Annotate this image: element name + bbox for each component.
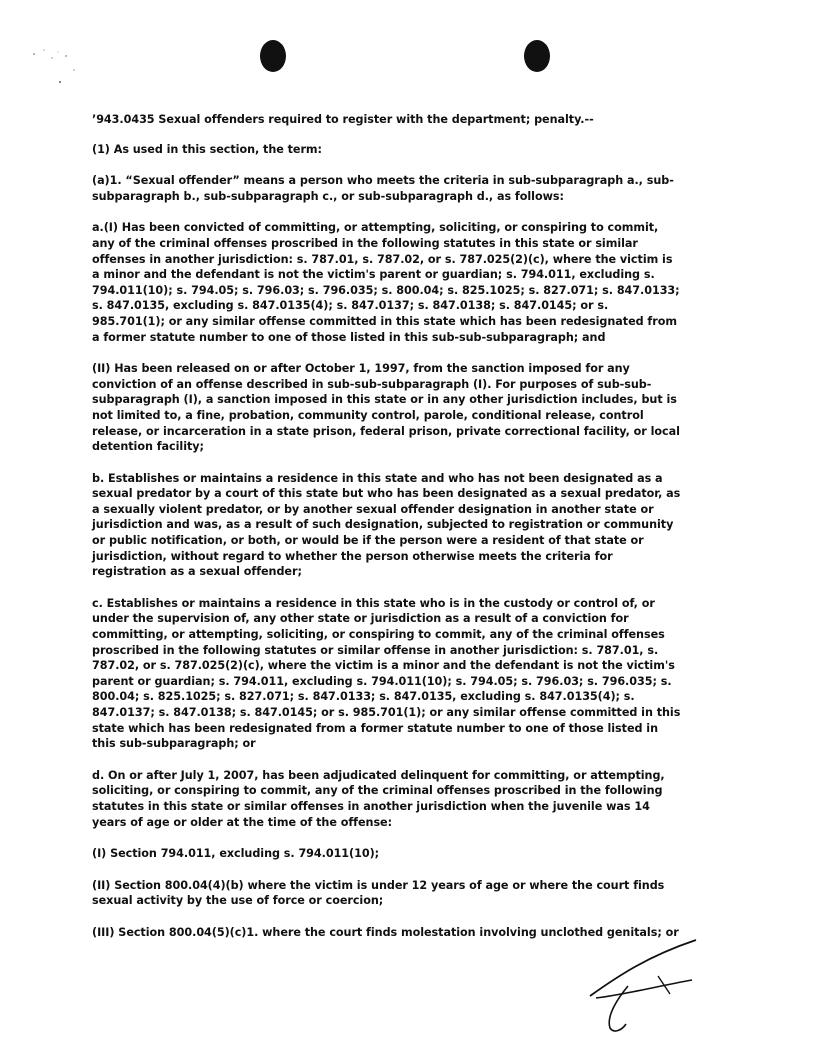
paragraph-d: d. On or after July 1, 2007, has been adjudicated delinquent for committing, or attempting, soliciting, or conspiring to commit, any of the criminal offenses proscribed in the following statutes in this state or similar offenses in another jurisdiction when the juvenile was 14 years of age or older at the time of the offense: — [92, 768, 665, 829]
paragraph-b: b. Establishes or maintains a residence in this state and who has not been designated as a sexual predator by a court of this state but who has been designated as a sexual predator, as a sexually violent predator, or by another sexual offender designation in another state or jurisdiction and was, as a result of such designation, subjected to registration or community or public notification, or both, or would be if the person were a resident of that state or jurisdiction, without regard to whether the person otherwise meets the criteria for registration as a sexual offender; — [92, 471, 681, 579]
paragraph-d-ii: (II) Section 800.04(4)(b) where the victim is under 12 years of age or where the court finds sexual activity by the use of force or coercion; — [92, 878, 665, 908]
punch-hole-right — [524, 40, 550, 72]
handwritten-signature — [588, 936, 698, 1036]
punch-hole-left — [260, 40, 286, 72]
statute-heading: ’943.0435 Sexual offenders required to register with the department; penalty.-- — [92, 113, 594, 126]
paragraph-a-ii: (II) Has been released on or after October 1, 1997, from the sanction imposed for any conviction of an offense described in sub-sub-subparagraph (I). For purposes of sub-sub-subparagraph (I), a sanction imposed in this state or in any other jurisdiction includes, but is not limited to, a fine, probation, community control, parole, conditional release, control release, or incarceration in a state prison, federal prison, private correctional facility, or local detention facility; — [92, 362, 680, 454]
paragraph-definitions-intro: (1) As used in this section, the term: — [92, 142, 322, 156]
paragraph-a-i: a.(I) Has been convicted of committing, or attempting, soliciting, or conspiring to commit, any of the criminal offenses proscribed in the following statutes in this state or similar offenses in another jurisdiction: s. 787.01, s. 787.02, or s. 787.025(2)(c), where the victim is a minor and the defendant is not the victim's parent or guardian; s. 794.011, excluding s. 794.011(10); s. 794.05; s. 796.03; s. 796.035; s. 800.04; s. 825.1025; s. 827.071; s. 847.0133; s. 847.0135, excluding s. 847.0135(4); s. 847.0137; s. 847.0138; s. 847.0145; or s. 985.701(1); or any similar offense committed in this state which has been redesignated from a former statute number to one of those listed in this sub-sub-subparagraph; and — [92, 221, 680, 344]
scan-specks — [30, 40, 90, 90]
paragraph-c: c. Establishes or maintains a residence in this state who is in the custody or control of, or under the supervision of, any other state or jurisdiction as a result of a conviction for committing, or attempting, soliciting, or conspiring to commit, any of the criminal offenses proscribed in the following statutes or similar offense in another jurisdiction: s. 787.01, s. 787.02, or s. 787.025(2)(c), where the victim is a minor and the defendant is not the victim's parent or guardian; s. 794.011, excluding s. 794.011(10); s. 794.05; s. 796.03; s. 796.035; s. 800.04; s. 825.1025; s. 827.071; s. 847.0133; s. 847.0135, excluding s. 847.0135(4); s. 847.0137; s. 847.0138; s. 847.0145; or s. 985.701(1); or any similar offense committed in this state which has been redesignated from a former statute number to one of those listed in this sub-subparagraph; or — [92, 596, 681, 751]
paragraph-sexual-offender-definition: (a)1. “Sexual offender” means a person who meets the criteria in sub-subparagraph a., sub-subparagraph b., sub-subparagraph c., or sub-subparagraph d., as follows: — [92, 174, 674, 203]
statute-text — [92, 112, 682, 957]
paragraph-d-iii: (III) Section 800.04(5)(c)1. where the court finds molestation involving unclothed genitals; or — [92, 925, 679, 939]
paragraph-d-i: (I) Section 794.011, excluding s. 794.011(10); — [92, 847, 380, 861]
